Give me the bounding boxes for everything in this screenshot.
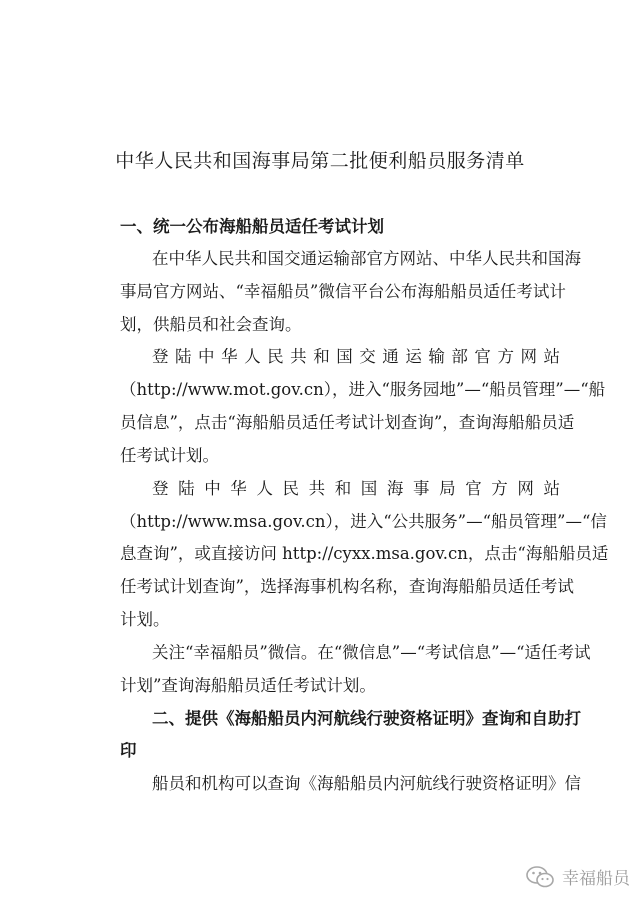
paragraph-line: 计划”查询海船船员适任考试计划。: [120, 676, 376, 695]
section-heading-2-continued: 印: [120, 741, 137, 760]
paragraph-line: 任考试计划。: [120, 446, 219, 465]
paragraph-line: 划，供船员和社会查询。: [120, 315, 302, 334]
document-title: 中华人民共和国海事局第二批便利船员服务清单: [115, 150, 525, 172]
paragraph-line: （http://www.mot.gov.cn），进入“服务园地”—“船员管理”—“船: [120, 380, 606, 399]
section-heading-1: 一、统一公布海船船员适任考试计划: [120, 217, 384, 236]
paragraph-line: 员信息”，点击“海船船员适任考试计划查询”，查询海船船员适: [120, 413, 575, 432]
paragraph-line: 船员和机构可以查询《海船船员内河航线行驶资格证明》信: [152, 774, 581, 793]
paragraph-line: 任考试计划查询”，选择海事机构名称，查询海船船员适任考试: [120, 577, 574, 596]
watermark-text: 幸福船员: [562, 869, 630, 889]
paragraph-line: 登陆中华人民共和国交通运输部官方网站: [152, 347, 560, 366]
wechat-icon: [526, 865, 556, 889]
section-heading-2: 二、提供《海船船员内河航线行驶资格证明》查询和自助打: [152, 709, 581, 728]
paragraph-line: 息查询”，或直接访问 http://cyxx.msa.gov.cn，点击“海船船员适: [120, 544, 609, 563]
paragraph-line: 计划。: [120, 610, 170, 629]
paragraph-line: 在中华人民共和国交通运输部官方网站、中华人民共和国海: [152, 249, 581, 268]
paragraph-line: 事局官方网站、“幸福船员”微信平台公布海船船员适任考试计: [120, 282, 566, 301]
paragraph-line: （http://www.msa.gov.cn），进入“公共服务”—“船员管理”—“信: [120, 512, 607, 531]
watermark: [526, 864, 630, 889]
paragraph-line: 登陆中华人民共和国海事局官方网站: [152, 479, 560, 498]
paragraph-line: 关注“幸福船员”微信。在“微信息”—“考试信息”—“适任考试: [152, 643, 591, 662]
